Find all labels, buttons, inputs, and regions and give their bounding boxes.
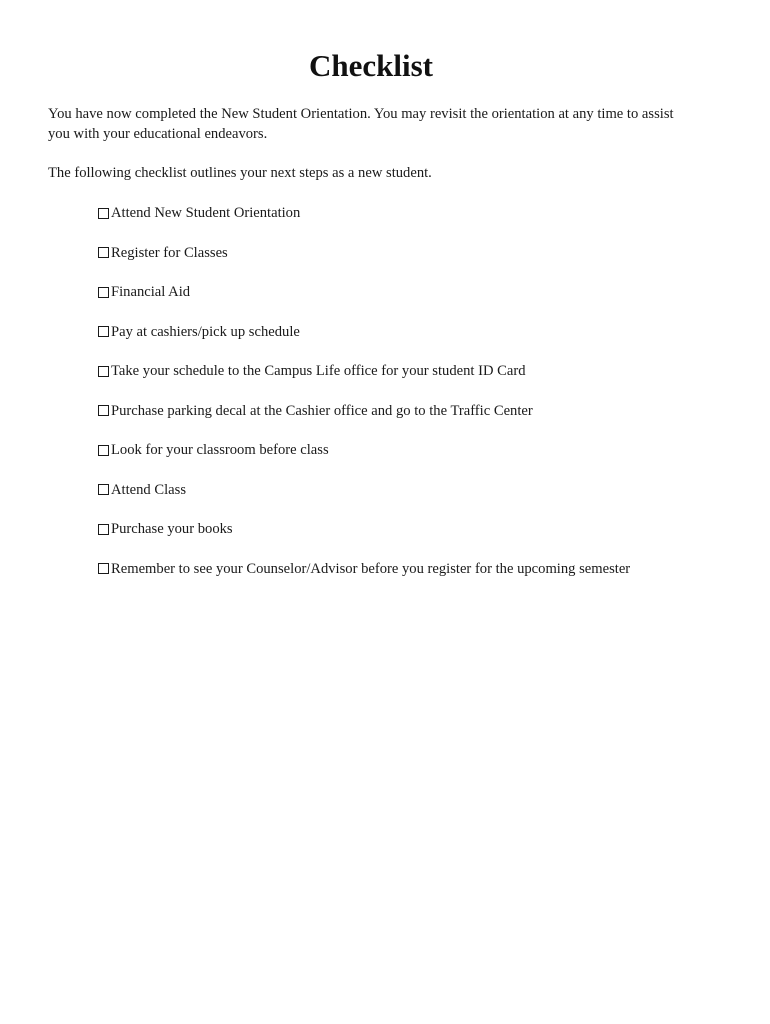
- checklist-item-label: Attend New Student Orientation: [111, 205, 301, 221]
- checkbox[interactable]: [98, 445, 109, 456]
- checklist-item-label: Financial Aid: [111, 284, 191, 300]
- checklist-item-label: Purchase parking decal at the Cashier office and go to the Traffic Center: [111, 402, 533, 419]
- checklist-item-label: Register for Classes: [111, 244, 228, 261]
- checkbox[interactable]: [98, 563, 109, 574]
- checkbox[interactable]: [98, 484, 109, 495]
- checklist-item-see-counselor: [98, 559, 738, 579]
- checklist-item-financial-aid: [98, 282, 738, 302]
- checklist-item-register-classes: [98, 243, 738, 263]
- checkbox[interactable]: [98, 524, 109, 535]
- page-title: Checklist: [309, 48, 433, 83]
- checkbox[interactable]: [98, 366, 109, 377]
- checkbox[interactable]: [98, 287, 109, 298]
- checkbox[interactable]: [98, 326, 109, 337]
- checklist-item-label: Look for your classroom before class: [111, 442, 329, 458]
- checklist-item-pay-cashiers: [98, 322, 738, 342]
- checklist-item-attend-class: [98, 480, 738, 500]
- checkbox[interactable]: [98, 405, 109, 416]
- checklist: [98, 203, 738, 598]
- checklist-item-purchase-books: [98, 519, 738, 539]
- checklist-item-label: Attend Class: [111, 481, 186, 498]
- checklist-item-attend-orientation: [98, 203, 738, 223]
- checklist-item-label: Purchase your books: [111, 521, 233, 537]
- checklist-item-student-id: [98, 361, 738, 381]
- checkbox[interactable]: [98, 247, 109, 258]
- checklist-item-parking-decal: [98, 401, 738, 421]
- checklist-item-label: Pay at cashiers/pick up schedule: [111, 323, 300, 340]
- checklist-item-label: Remember to see your Counselor/Advisor before you register for the upcoming semester: [111, 560, 631, 577]
- checklist-item-label: Take your schedule to the Campus Life office for your student ID Card: [111, 363, 526, 379]
- intro-paragraph: You have now completed the New Student Orientation. You may revisit the orientation at any time to assist you with your educational endeavors.: [48, 106, 674, 142]
- checkbox[interactable]: [98, 208, 109, 219]
- checklist-lead-paragraph: The following checklist outlines your next steps as a new student.: [48, 165, 432, 181]
- checklist-item-find-classroom: [98, 440, 738, 460]
